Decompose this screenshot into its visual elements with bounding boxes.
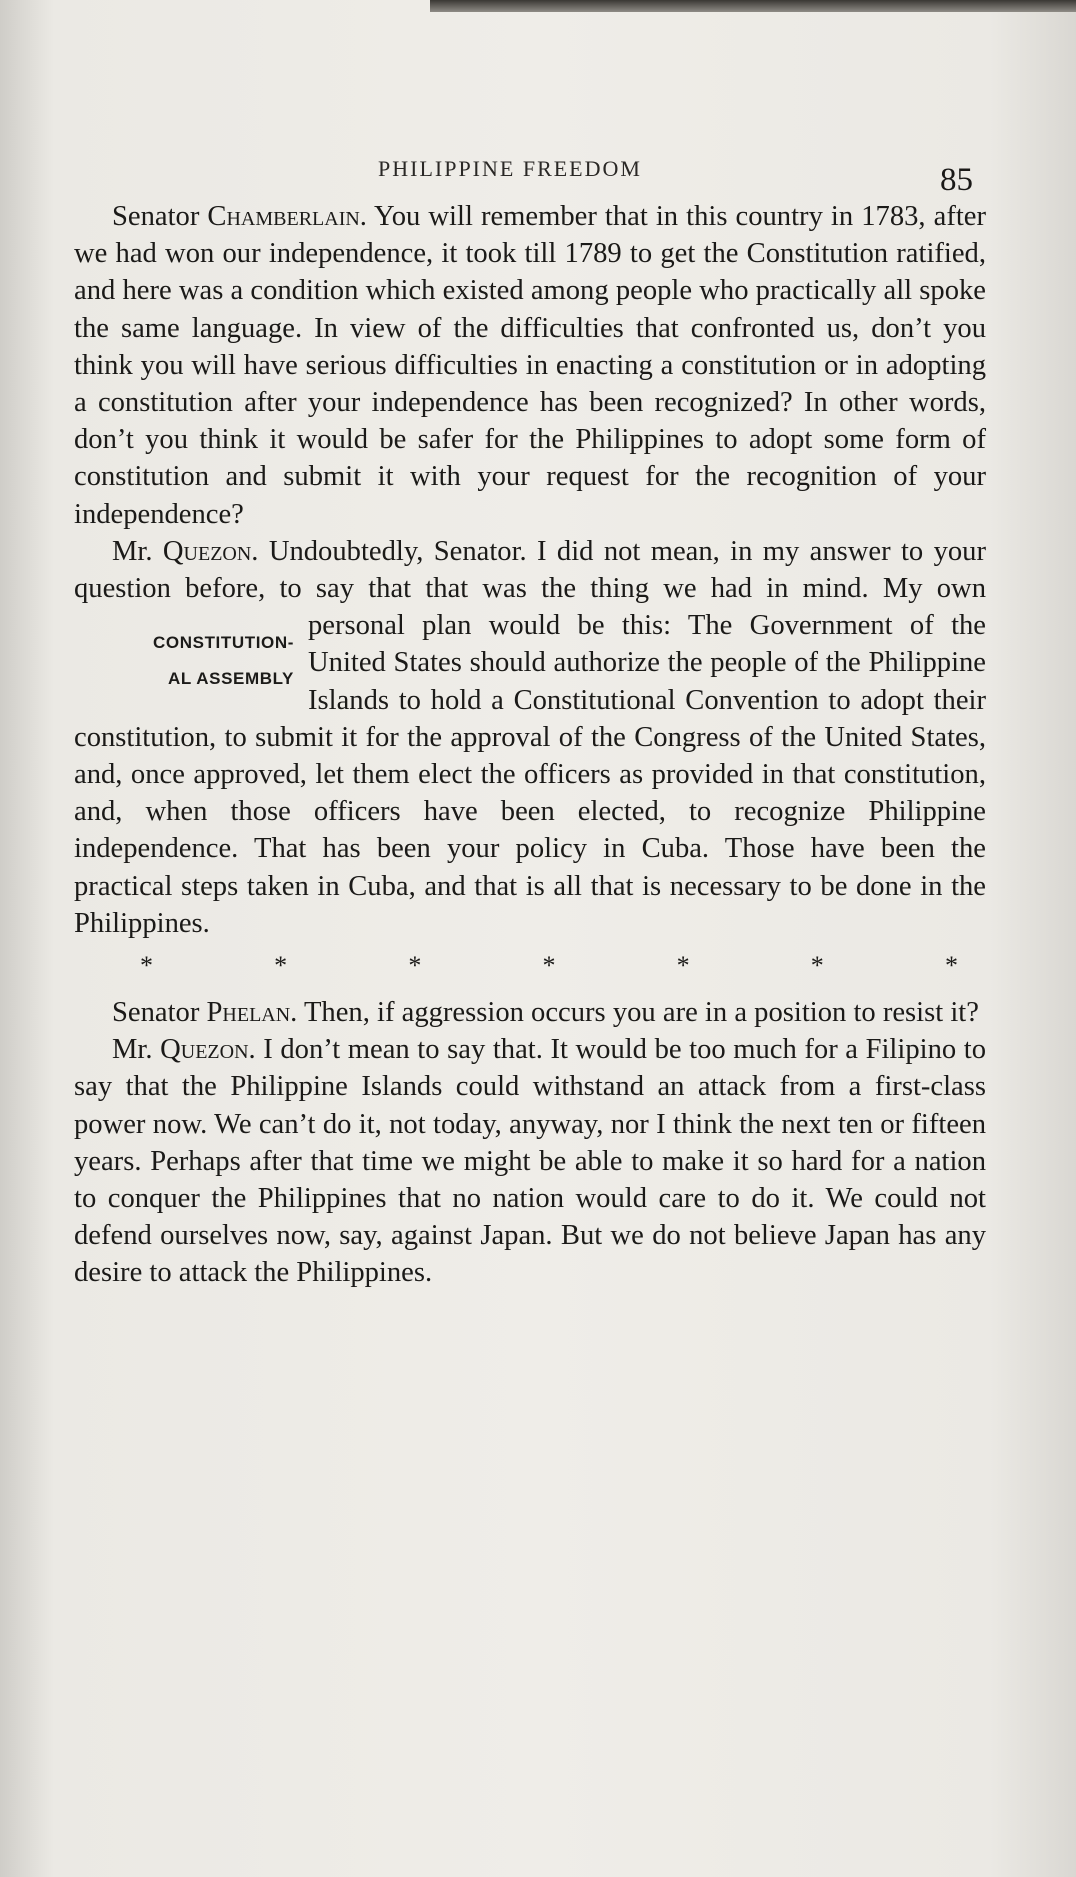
page-header <box>0 152 1076 198</box>
asterisk: * <box>944 951 958 981</box>
page-number: 85 <box>940 162 973 198</box>
asterisk: * <box>810 951 824 981</box>
speaker-name: Quezon. <box>162 535 259 567</box>
paragraph-phelan: Senator Phelan. Then, if aggression occurs you are in a position to resist it? <box>112 997 979 1029</box>
paragraph-quezon-2: Mr. Quezon. I don’t mean to say that. It would be too much for a Filipino to say that the Philippine Islands could withstand an attack from a first-class power now. We can’t do it, not today, anyway, nor I think the next ten or fifteen years. Perhaps after that time we might be able to make it so hard for a nation to conquer the Philippines that no nation would care to do it. We could not defend ourselves now, say, against Japan. But we do not believe Japan has any desire to attack the Philippines. <box>74 1034 986 1289</box>
running-title: PHILIPPINE FREEDOM <box>378 156 642 181</box>
section-separator <box>74 948 986 984</box>
speaker-name: Chamberlain. <box>207 201 367 232</box>
scan-edge <box>430 0 1076 12</box>
asterisk: * <box>676 951 690 981</box>
margin-note: CONSTITUTION- AL ASSEMBLY <box>153 633 294 689</box>
asterisk: * <box>408 951 422 981</box>
paragraph-chamberlain: Senator Chamberlain. You will remember that in this country in 1783, after we had won our independence, it took till 1789 to get the Constitution ratified, and here was a condition which existed among people who practically all spoke the same language. In view of the difficulties that confronted us, don’t you think you will have serious difficulties in enacting a constitution or in adopting a constitution after your independence has been recognized? In other words, don’t you think it would be safer for the Philippines to adopt some form of constitution and submit it with your request for the recognition of your independence? <box>74 201 986 530</box>
speaker-name: Quezon. <box>160 1034 256 1066</box>
asterisk: * <box>542 951 556 981</box>
asterisk: * <box>140 951 153 981</box>
paragraph-quezon-1: Mr. Quezon. Undoubtedly, Senator. I did not mean, in my answer to your question before, to say that that was the thing we had in mind. My own personal plan would CONSTITUTION- AL ASSEMBLY be this: The Government of the United States should authorize the people of the Philippine Islands to hold a Constitutional Convention to adopt their constitution, to submit it for the approval of the Congress of the United States, and, once approved, let them elect the officers as provided in that constitution, and, when those officers have been elected, to recognize Philippine independence. That has been your policy in Cuba. Those have been the practical steps taken in Cuba, and that is all that is necessary to be done in the Philippines. <box>74 535 986 939</box>
speaker-name: Phelan. <box>206 997 298 1029</box>
page-body <box>74 198 986 1292</box>
asterisk: * <box>274 951 288 981</box>
